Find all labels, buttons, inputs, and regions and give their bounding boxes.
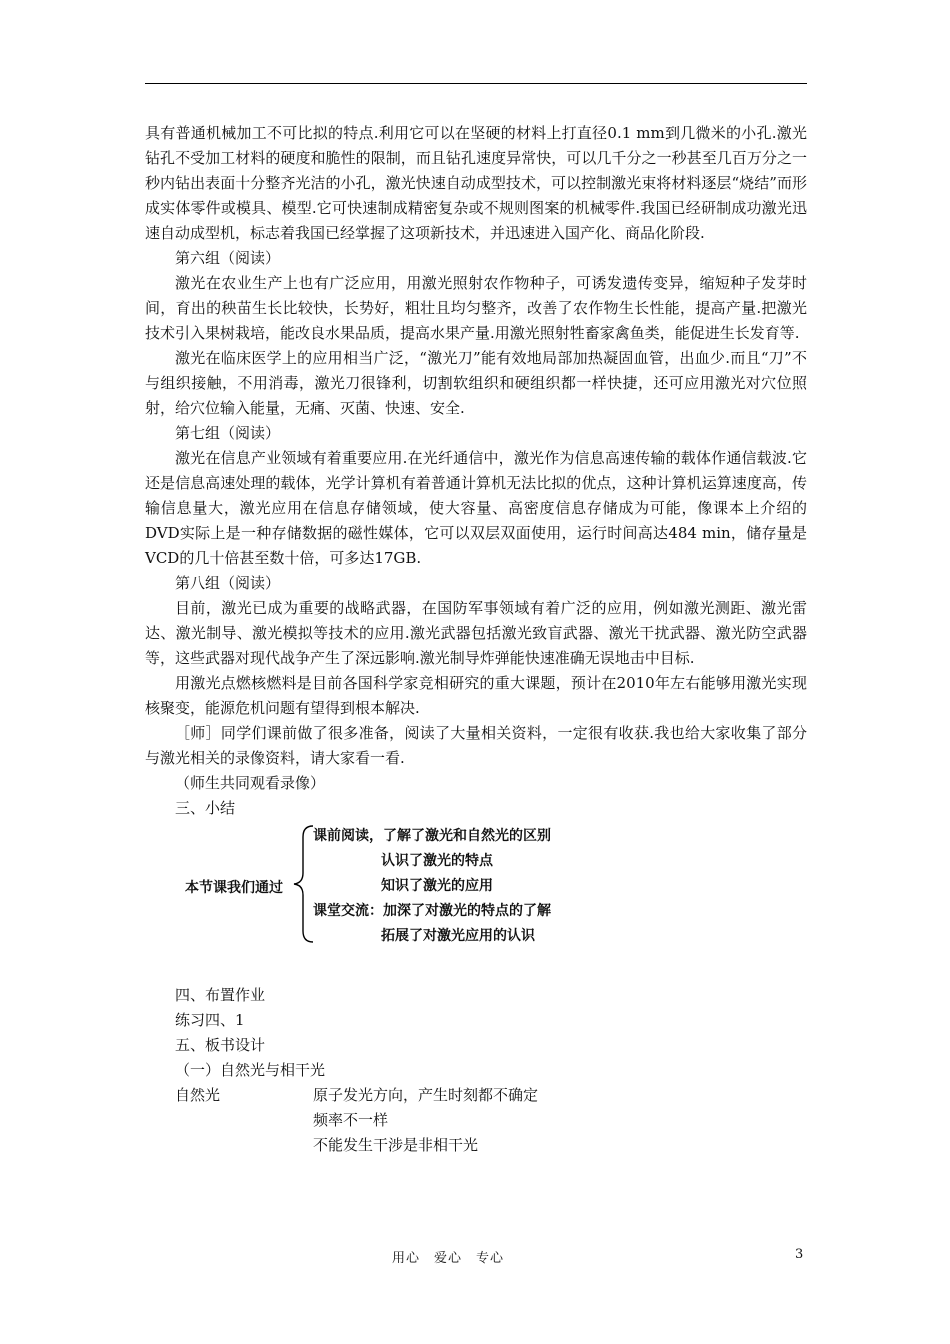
summary-line-3: 知识了激光的应用 [381,878,493,894]
heading-group-eight: 第八组（阅读） [175,574,281,592]
note-watch-video: （师生共同观看录像） [175,774,326,792]
board-label: 自然光 [175,1086,221,1104]
heading-group-seven: 第七组（阅读） [175,424,281,442]
page-number: 3 [795,1247,804,1262]
paragraph-laser-machining: 具有普通机械加工不可比拟的特点.利用它可以在坚硬的材料上打直径0.1 mm到几微米的小孔.激光钻孔不受加工材料的硬度和脆性的限制，而且钻孔速度异常快，可以几千分之一秒甚至几百万分之一秒内钻出表面十分整齐光洁的小孔，激光快速自动成型技术，可以控制激光束将材料逐层“烧结”而形成实体零件或模具、模型.它可快速制成精密复杂或不规则图案的机械零件.我国已经研制成功激光迅速自动成型机，标志着我国已经掌握了这项新技术，并迅速进入国产化、商品化阶段. [145,124,807,242]
board-line-3: 不能发生干涉是非相干光 [313,1136,479,1154]
paragraph-teacher: ［师］同学们课前做了很多准备，阅读了大量相关资料，一定很有收获.我也给大家收集了部分与激光相关的录像资料，请大家看一看. [145,724,807,767]
board-design [145,1083,807,1158]
board-line-1: 原子发光方向，产生时刻都不确定 [313,1086,539,1104]
summary-line-5: 拓展了对激光应用的认识 [381,928,535,944]
summary-line-1: 课前阅读，了解了激光和自然光的区别 [313,828,551,844]
summary-line-4: 课堂交流：加深了对激光的特点的了解 [313,903,551,919]
heading-group-six: 第六组（阅读） [175,249,281,267]
paragraph-medicine: 激光在临床医学上的应用相当广泛，“激光刀”能有效地局部加热凝固血管，出血少.而且“刀”不与组织接触，不用消毒，激光刀很锋利，切割软组织和硬组织都一样快捷，还可应用激光对穴位照射，给穴位输入能量，无痛、灭菌、快速、安全. [145,349,807,417]
summary-line-2: 认识了激光的特点 [381,853,493,869]
heading-board-design: 五、板书设计 [175,1036,266,1054]
board-subheading: （一）自然光与相干光 [175,1061,326,1079]
board-line-2: 频率不一样 [313,1111,389,1129]
brace-icon [293,825,315,943]
paragraph-fusion: 用激光点燃核燃料是目前各国科学家竞相研究的重大课题，预计在2010年左右能够用激光实现核聚变，能源危机问题有望得到根本解决. [145,674,807,717]
heading-summary: 三、小结 [175,799,236,817]
header-rule [145,83,807,84]
paragraph-military: 目前，激光已成为重要的战略武器，在国防军事领域有着广泛的应用，例如激光测距、激光雷达、激光制导、激光模拟等技术的应用.激光武器包括激光致盲武器、激光干扰武器、激光防空武器等，这些武器对现代战争产生了深远影响.激光制导炸弹能快速准确无误地击中目标. [145,599,807,667]
summary-diagram [145,823,807,983]
heading-homework: 四、布置作业 [175,986,266,1004]
paragraph-information: 激光在信息产业领域有着重要应用.在光纤通信中，激光作为信息高速传输的载体作通信载波.它还是信息高速处理的载体，光学计算机有着普通计算机无法比拟的优点，这种计算机运算速度高，传输信息量大，激光应用在信息存储领域，使大容量、高密度信息存储成为可能，像课本上介绍的DVD实际上是一种存储数据的磁性媒体，它可以双层双面使用，运行时间高达484 min，储存量是VCD的几十倍甚至数十倍，可多达17GB. [145,449,807,567]
homework-item: 练习四、1 [175,1011,245,1029]
paragraph-agriculture: 激光在农业生产上也有广泛应用，用激光照射农作物种子，可诱发遗传变异，缩短种子发芽时间，育出的秧苗生长比较快，长势好，粗壮且均匀整齐，改善了农作物生长性能，提高产量.把激光技术引入果树栽培，能改良水果品质，提高水果产量.用激光照射牲畜家禽鱼类，能促进生长发育等. [145,274,807,342]
page-body [145,121,807,1158]
summary-lead: 本节课我们通过 [185,880,283,896]
footer-motto: 用心 爱心 专心 [392,1251,505,1266]
